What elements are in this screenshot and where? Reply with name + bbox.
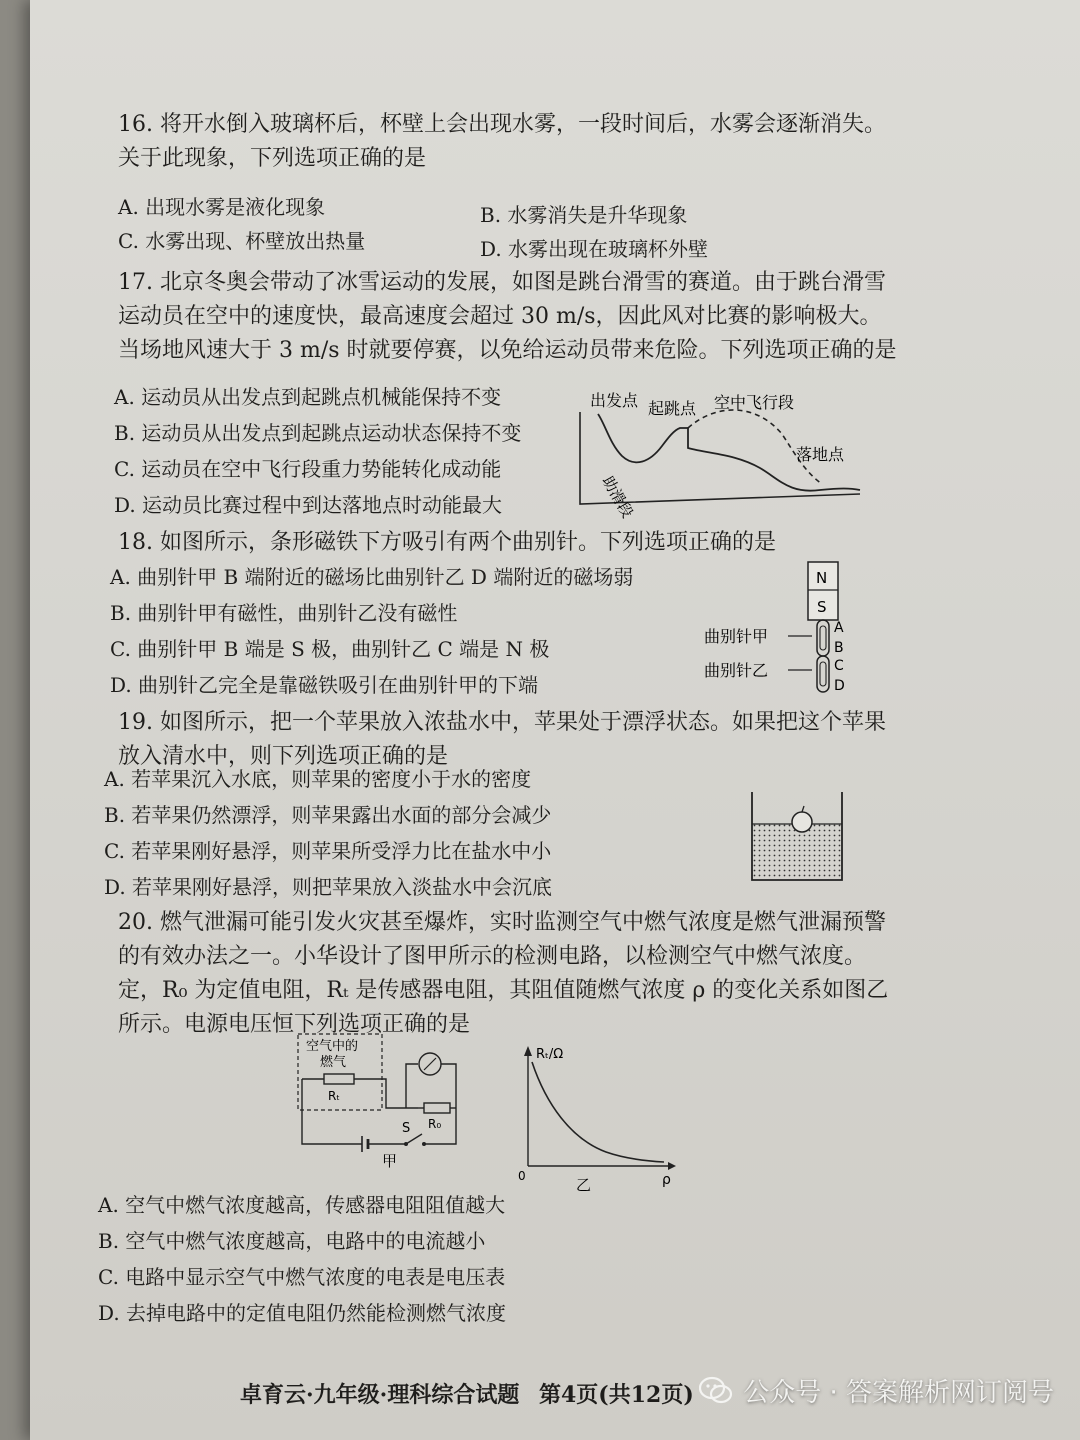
question-20-stem: 20. 燃气泄漏可能引发火灾甚至爆炸，实时监测空气中燃气浓度是燃气泄漏预警的有效办法之一。小华设计了图甲所示的检测电路，以检测空气中燃气浓度。定，R₀ 为定值电阻，Rₜ 是传感器电阻，其阻值随燃气浓度 ρ 的变化关系如图乙所示。电源电压恒下列选项正确的是	[118, 910, 889, 1037]
label-rt: Rₜ	[328, 1089, 340, 1103]
ski-jump-diagram	[550, 384, 890, 524]
label-end-c: C	[834, 658, 844, 674]
watermark-text: 公众号 · 答案解析网订阅号	[743, 1378, 1054, 1408]
footer-page-number: 第4页(共12页)	[539, 1382, 694, 1408]
label-switch: S	[402, 1121, 411, 1136]
question-17-stem: 17. 北京冬奥会带动了冰雪运动的发展，如图是跳台滑雪的赛道。由于跳台滑雪运动员在空中的速度快，最高速度会超过 30 m/s，因此风对比赛的影响极大。当场地风速大于 3 m/s 时就要停赛，以免给运动员带来危险。下列选项正确的是	[118, 270, 897, 363]
q18-option-c: C. 曲别针甲 B 端是 S 极，曲别针乙 C 端是 N 极	[110, 637, 550, 661]
label-clip-2: 曲别针乙	[704, 661, 769, 680]
apple-beaker-diagram	[742, 788, 852, 888]
magnet-n-pole: N	[816, 569, 828, 587]
q17-option-d: D. 运动员比赛过程中到达落地点时动能最大	[114, 493, 503, 517]
gas-box-line2: 燃气	[320, 1055, 347, 1070]
q17-option-a: A. 运动员从出发点到起跳点机械能保持不变	[114, 385, 502, 409]
label-start: 出发点	[590, 391, 639, 410]
question-16-stem: 16. 将开水倒入玻璃杯后，杯壁上会出现水雾，一段时间后，水雾会逐渐消失。关于此现象，下列选项正确的是	[118, 112, 886, 171]
wechat-icon	[699, 1376, 733, 1406]
graph-origin: 0	[518, 1169, 526, 1183]
label-end-a: A	[834, 620, 844, 636]
label-takeoff: 起跳点	[648, 399, 697, 418]
q20-option-c: C. 电路中显示空气中燃气浓度的电表是电压表	[98, 1265, 506, 1289]
graph-caption: 乙	[576, 1176, 592, 1194]
q16-option-b: B. 水雾消失是升华现象	[480, 203, 688, 227]
question-17	[118, 266, 898, 368]
circuit-caption: 甲	[382, 1152, 398, 1170]
q19-option-a: A. 若苹果沉入水底，则苹果的密度小于水的密度	[104, 767, 532, 791]
label-end-d: D	[834, 678, 845, 694]
q19-option-c: C. 若苹果刚好悬浮，则苹果所受浮力比在盐水中小	[104, 839, 552, 863]
question-18	[118, 526, 898, 560]
question-20	[118, 906, 898, 1042]
page-footer	[240, 1378, 706, 1409]
q16-option-d: D. 水雾出现在玻璃杯外壁	[480, 237, 709, 261]
exam-page	[30, 0, 1080, 1440]
question-19-stem: 19. 如图所示，把一个苹果放入浓盐水中，苹果处于漂浮状态。如果把这个苹果放入清水中，则下列选项正确的是	[118, 710, 886, 769]
graph-xlabel: ρ	[662, 1172, 671, 1188]
label-flight: 空中飞行段	[714, 393, 795, 412]
label-end-b: B	[834, 640, 844, 656]
magnet-clips-diagram	[670, 556, 890, 696]
q20-option-d: D. 去掉电路中的定值电阻仍然能检测燃气浓度	[98, 1301, 507, 1325]
resistance-concentration-graph	[516, 1044, 676, 1194]
gas-box-line1: 空气中的	[306, 1039, 359, 1054]
footer-brand: 卓育云·九年级·理科综合试题	[240, 1382, 520, 1408]
question-18-stem: 18. 如图所示，条形磁铁下方吸引有两个曲别针。下列选项正确的是	[118, 530, 776, 555]
question-16	[118, 108, 898, 176]
q19-option-b: B. 若苹果仍然漂浮，则苹果露出水面的部分会减少	[104, 803, 552, 827]
q20-option-b: B. 空气中燃气浓度越高，电路中的电流越小	[98, 1229, 486, 1253]
label-landing: 落地点	[796, 445, 845, 464]
label-ramp: 助滑段	[598, 473, 637, 521]
q16-option-a: A. 出现水雾是液化现象	[118, 195, 326, 219]
graph-ylabel: Rₜ/Ω	[536, 1047, 564, 1062]
q18-option-d: D. 曲别针乙完全是靠磁铁吸引在曲别针甲的下端	[110, 673, 539, 697]
q16-option-c: C. 水雾出现、杯壁放出热量	[118, 229, 366, 253]
q17-option-b: B. 运动员从出发点到起跳点运动状态保持不变	[114, 421, 522, 445]
label-clip-1: 曲别针甲	[704, 627, 769, 646]
q18-option-b: B. 曲别针甲有磁性，曲别针乙没有磁性	[110, 601, 458, 625]
detection-circuit-diagram	[288, 1026, 488, 1176]
watermark	[699, 1372, 1054, 1409]
magnet-s-pole: S	[817, 598, 827, 616]
label-r0: R₀	[428, 1117, 442, 1131]
q20-option-a: A. 空气中燃气浓度越高，传感器电阻阻值越大	[98, 1193, 506, 1217]
q17-option-c: C. 运动员在空中飞行段重力势能转化成动能	[114, 457, 502, 481]
q18-option-a: A. 曲别针甲 B 端附近的磁场比曲别针乙 D 端附近的磁场弱	[110, 565, 634, 589]
q19-option-d: D. 若苹果刚好悬浮，则把苹果放入淡盐水中会沉底	[104, 875, 553, 899]
